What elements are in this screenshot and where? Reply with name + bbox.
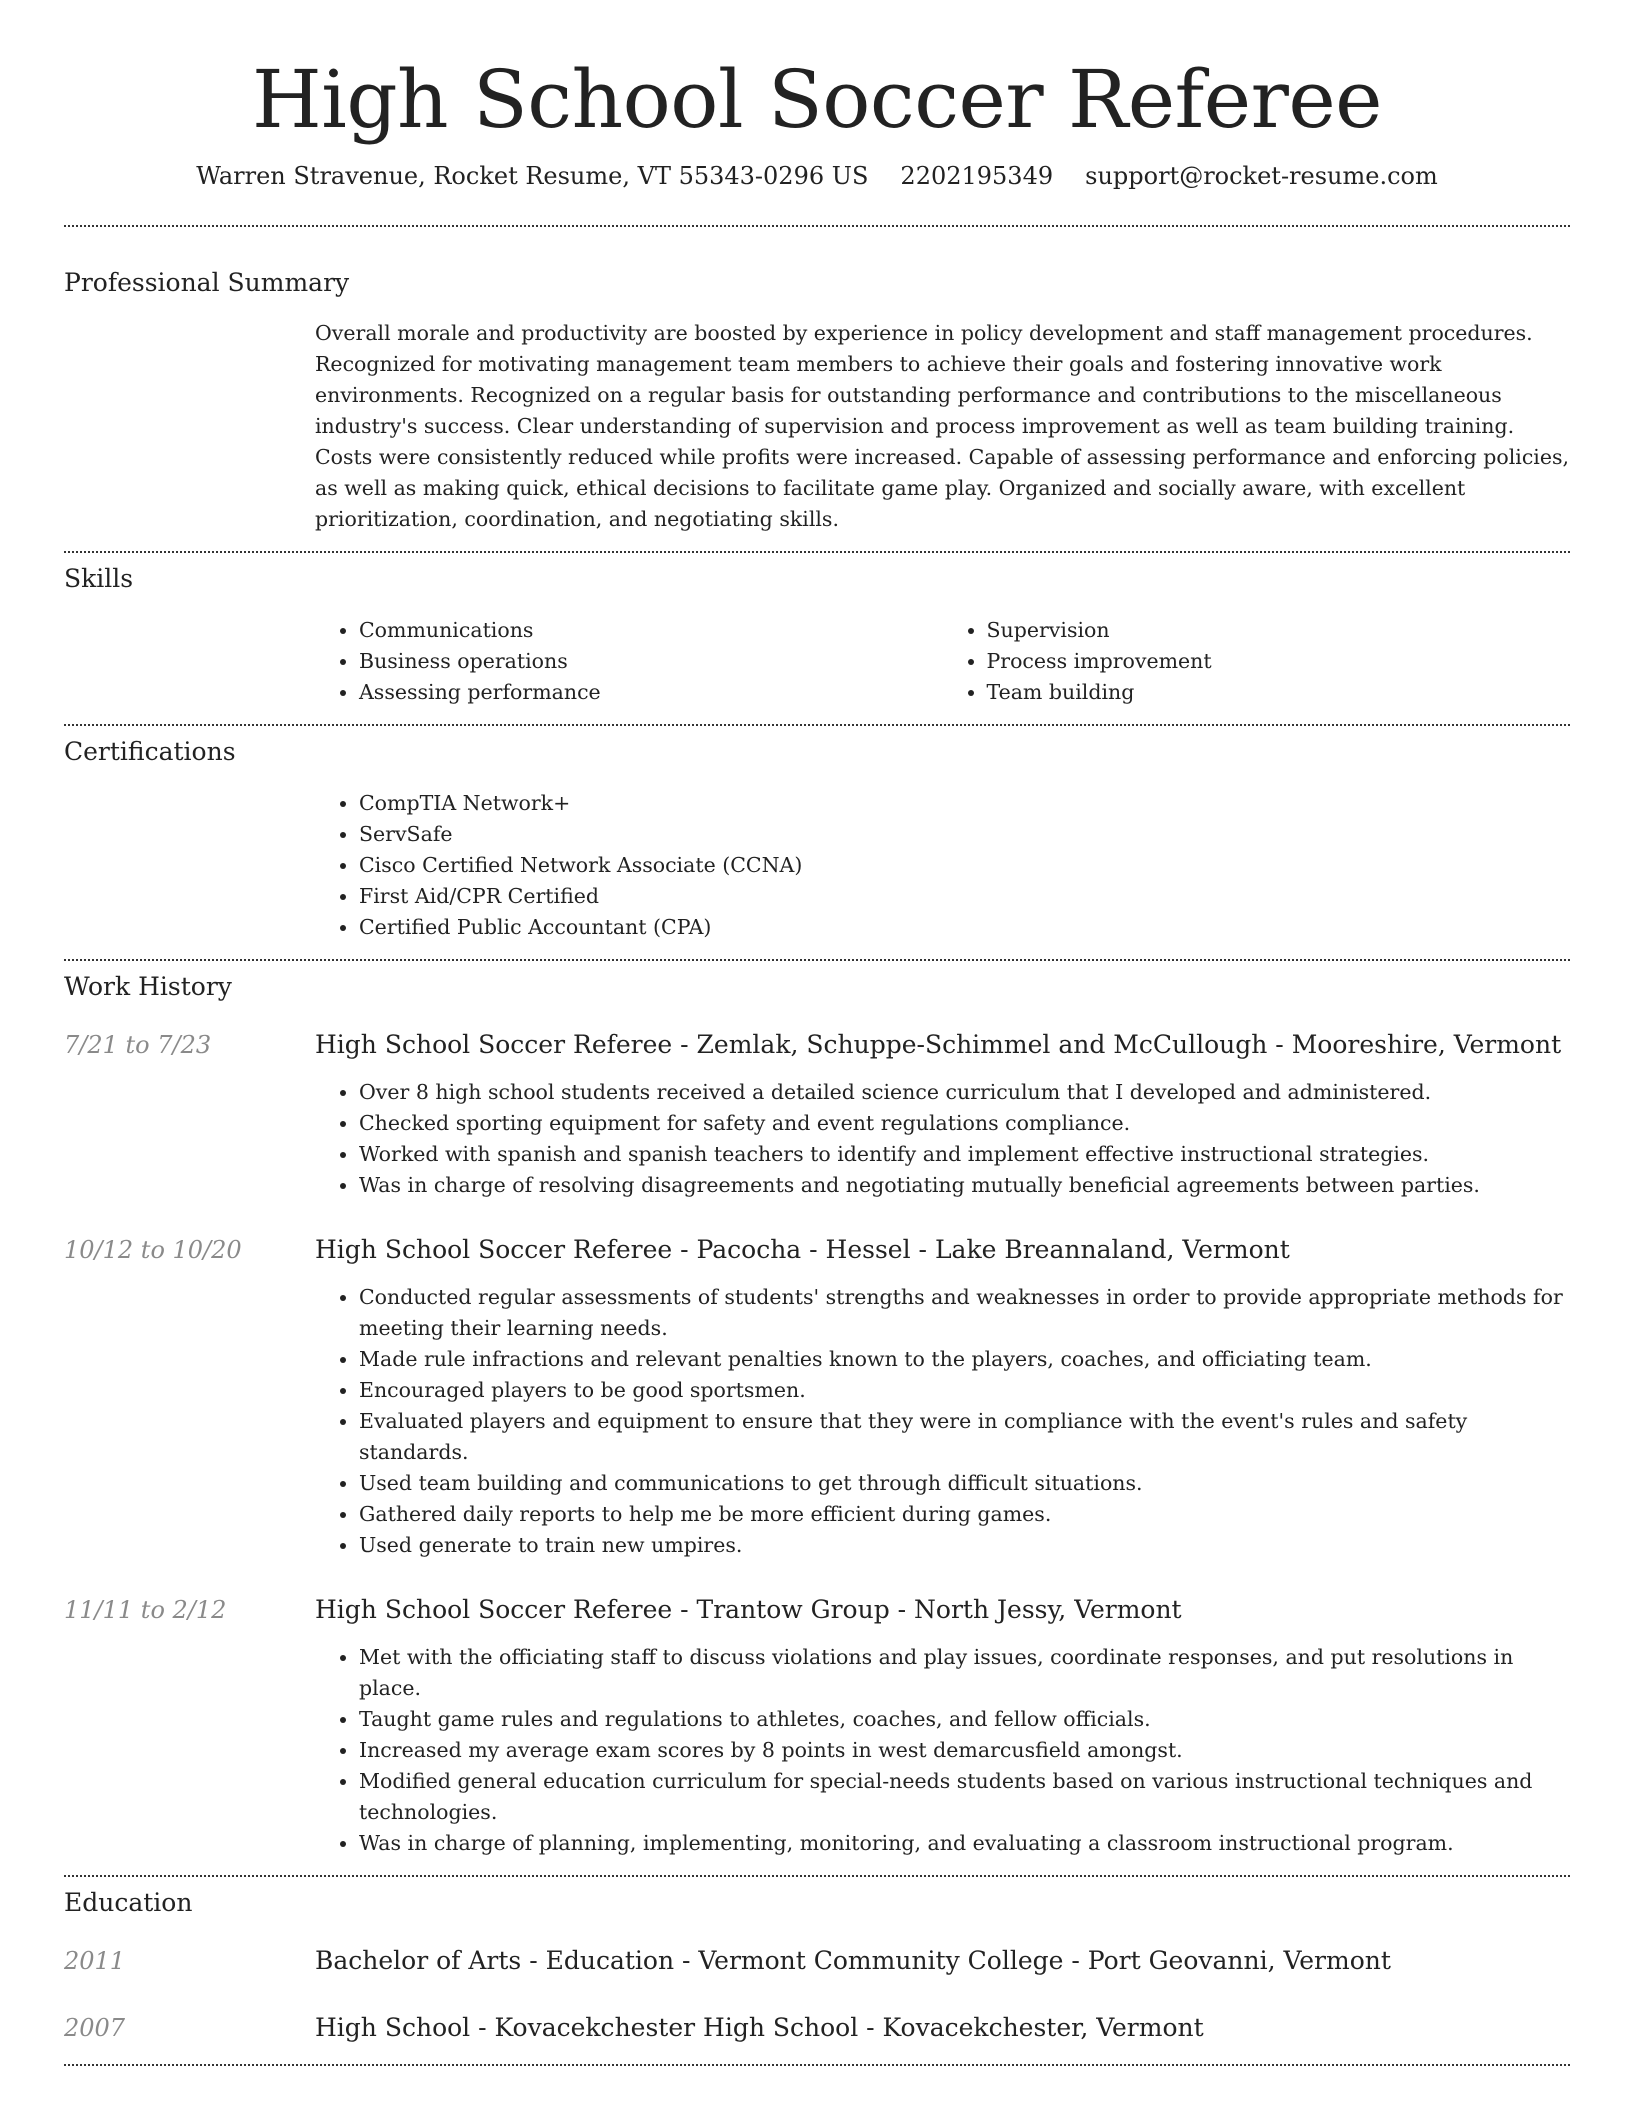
list-item: • Met with the officiating staff to discuss violations and play issues, coordinate responses, and put resolutions in place. xyxy=(359,1642,1570,1704)
job-title: High School Soccer Referee xyxy=(315,1235,673,1264)
education-year: 2011 xyxy=(64,1947,126,1975)
list-item: • Was in charge of resolving disagreements and negotiating mutually beneficial agreements between parties. xyxy=(359,1170,1570,1201)
education-year: 2007 xyxy=(64,2014,126,2042)
education-school: Kovacekchester High School xyxy=(494,2013,859,2042)
list-item: • Taught game rules and regulations to athletes, coaches, and fellow officials. xyxy=(359,1704,1570,1735)
list-item: • Checked sporting equipment for safety and event regulations compliance. xyxy=(359,1108,1570,1139)
summary-heading: Professional Summary xyxy=(64,268,350,297)
education-entry xyxy=(64,1945,1570,1977)
list-item: • Used team building and communications to get through difficult situations. xyxy=(359,1468,1570,1499)
contact-address: Warren Stravenue, Rocket Resume, VT 55343-0296 US xyxy=(196,162,869,190)
job-location: North Jessy, Vermont xyxy=(914,1595,1182,1624)
job-title: High School Soccer Referee xyxy=(315,1595,673,1624)
list-item: • Certified Public Accountant (CPA) xyxy=(359,912,1570,943)
education-degree: High School xyxy=(315,2013,471,2042)
job-location: Lake Breannaland, Vermont xyxy=(934,1235,1290,1264)
certifications-list xyxy=(315,788,1570,943)
divider xyxy=(64,724,1570,726)
list-item: • Supervision xyxy=(987,615,1571,646)
list-item: • ServSafe xyxy=(359,819,1570,850)
list-item: • Team building xyxy=(987,677,1571,708)
education-school: Vermont Community College xyxy=(698,1946,1064,1975)
job-company: Zemlak, Schuppe-Schimmel and McCullough xyxy=(696,1030,1268,1059)
list-item: • Modified general education curriculum for special-needs students based on various instructional techniques and technologies. xyxy=(359,1766,1570,1828)
job-title: High School Soccer Referee xyxy=(315,1030,673,1059)
work-history-heading: Work History xyxy=(64,972,232,1001)
education-heading-line: Bachelor of Arts - Education - Vermont Community College - Port Geovanni, Vermont xyxy=(315,1946,1391,1975)
job-dates: 11/11 to 2/12 xyxy=(64,1596,227,1624)
job-heading: High School Soccer Referee - Pacocha - Hessel - Lake Breannaland, Vermont xyxy=(315,1235,1290,1264)
divider xyxy=(64,225,1570,227)
list-item: • First Aid/CPR Certified xyxy=(359,881,1570,912)
education-heading-line: High School - Kovacekchester High School - Kovacekchester, Vermont xyxy=(315,2013,1204,2042)
contact-phone: 2202195349 xyxy=(900,162,1054,190)
list-item: • Evaluated players and equipment to ensure that they were in compliance with the event's rules and safety standards. xyxy=(359,1406,1570,1468)
divider xyxy=(64,1875,1570,1877)
list-item: • Business operations xyxy=(359,646,943,677)
job-dates: 10/12 to 10/20 xyxy=(64,1236,242,1264)
contact-line xyxy=(64,160,1570,192)
education-location: Kovacekchester, Vermont xyxy=(882,2013,1204,2042)
list-item: • Gathered daily reports to help me be more efficient during games. xyxy=(359,1499,1570,1530)
list-item: • Encouraged players to be good sportsmen. xyxy=(359,1375,1570,1406)
summary-text: Overall morale and productivity are boosted by experience in policy development and staff management procedures. Recognized for motivating management team members to achieve their goals and fostering innovative work environments. Recognized on a regular basis for outstanding performance and contributions to the miscellaneous industry's success. Clear understanding of supervision and process improvement as well as team building training. Costs were consistently reduced while profits were increased. Capable of assessing performance and enforcing policies, as well as making quick, ethical decisions to facilitate game play. Organized and socially aware, with excellent prioritization, coordination, and negotiating skills. xyxy=(315,321,1570,531)
summary-section xyxy=(64,267,1570,535)
education-entry xyxy=(64,2012,1570,2044)
education-location: Port Geovanni, Vermont xyxy=(1087,1946,1391,1975)
resume-title: High School Soccer Referee xyxy=(251,53,1383,146)
list-item: • Worked with spanish and spanish teachers to identify and implement effective instructional strategies. xyxy=(359,1139,1570,1170)
job-company: Trantow Group xyxy=(696,1595,890,1624)
work-history-section xyxy=(64,971,1570,1859)
job-entry xyxy=(64,1594,1570,1859)
job-entry xyxy=(64,1234,1570,1561)
job-company: Pacocha - Hessel xyxy=(696,1235,911,1264)
list-item: • Conducted regular assessments of students' strengths and weaknesses in order to provide appropriate methods for meeting their learning needs. xyxy=(359,1282,1570,1344)
education-heading: Education xyxy=(64,1888,193,1917)
certifications-section xyxy=(64,736,1570,943)
certifications-heading: Certifications xyxy=(64,737,236,766)
skills-heading: Skills xyxy=(64,564,134,593)
list-item: • Assessing performance xyxy=(359,677,943,708)
job-bullets xyxy=(315,1642,1570,1859)
education-section xyxy=(64,1887,1570,2044)
skills-list-right xyxy=(943,615,1571,708)
divider xyxy=(64,2064,1570,2066)
job-entry xyxy=(64,1029,1570,1201)
job-dates: 7/21 to 7/23 xyxy=(64,1031,212,1059)
divider xyxy=(64,551,1570,553)
list-item: • Used generate to train new umpires. xyxy=(359,1530,1570,1561)
list-item: • Was in charge of planning, implementing, monitoring, and evaluating a classroom instructional program. xyxy=(359,1828,1570,1859)
list-item: • Made rule infractions and relevant penalties known to the players, coaches, and officiating team. xyxy=(359,1344,1570,1375)
contact-email[interactable]: support@rocket-resume.com xyxy=(1085,162,1438,190)
job-bullets xyxy=(315,1077,1570,1201)
list-item: • Process improvement xyxy=(987,646,1571,677)
education-degree: Bachelor of Arts - Education xyxy=(315,1946,675,1975)
job-heading: High School Soccer Referee - Zemlak, Schuppe-Schimmel and McCullough - Mooreshire, Vermont xyxy=(315,1030,1562,1059)
skills-section xyxy=(64,563,1570,708)
list-item: • Over 8 high school students received a detailed science curriculum that I developed and administered. xyxy=(359,1077,1570,1108)
list-item: • CompTIA Network+ xyxy=(359,788,1570,819)
divider xyxy=(64,959,1570,961)
job-heading: High School Soccer Referee - Trantow Group - North Jessy, Vermont xyxy=(315,1595,1182,1624)
skills-list-left xyxy=(315,615,943,708)
list-item: • Communications xyxy=(359,615,943,646)
list-item: • Increased my average exam scores by 8 points in west demarcusfield amongst. xyxy=(359,1735,1570,1766)
resume-page xyxy=(64,0,1570,2066)
list-item: • Cisco Certified Network Associate (CCNA) xyxy=(359,850,1570,881)
job-bullets xyxy=(315,1282,1570,1561)
job-location: Mooreshire, Vermont xyxy=(1291,1030,1562,1059)
